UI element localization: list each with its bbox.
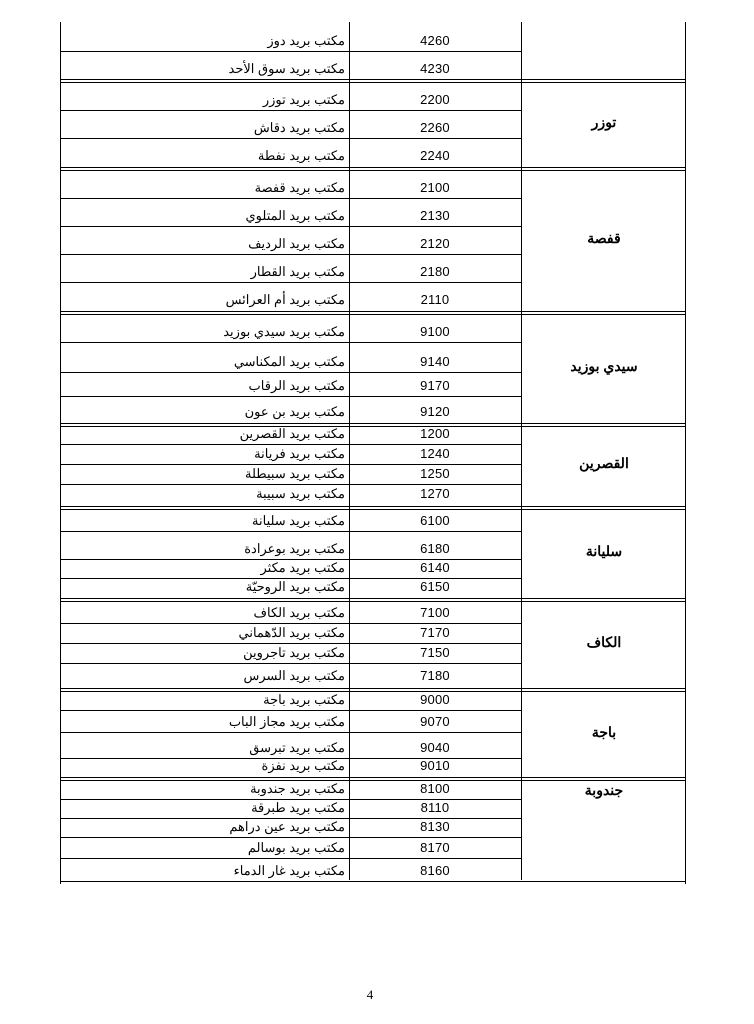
- office-name: مكتب بريد المكناسي: [233, 354, 345, 369]
- postal-code: 8130: [420, 819, 450, 834]
- region-label: سليانة: [585, 543, 623, 559]
- office-name: مكتب بريد المتلوي: [245, 208, 345, 223]
- row-divider: [60, 342, 521, 343]
- postal-code: 8160: [420, 863, 450, 878]
- postal-code: 9070: [420, 714, 450, 729]
- row-divider: [60, 138, 521, 139]
- office-name: مكتب بريد الكاف: [253, 605, 345, 620]
- office-name: مكتب بريد دقاش: [253, 120, 345, 135]
- postal-code: 9010: [420, 758, 450, 773]
- office-name: مكتب بريد القصرين: [239, 426, 345, 441]
- row-divider: [60, 858, 521, 859]
- row-divider: [60, 531, 521, 532]
- office-name: مكتب بريد طبرقة: [251, 800, 345, 815]
- office-name: مكتب بريد جندوبة: [250, 781, 345, 796]
- office-name: مكتب بريد الرديف: [248, 236, 345, 251]
- row-divider: [60, 663, 521, 664]
- office-name: مكتب بريد سليانة: [252, 513, 345, 528]
- region-label: القصرين: [579, 455, 629, 471]
- group-separator: [60, 167, 686, 171]
- office-name: مكتب بريد سبيبة: [256, 486, 345, 501]
- postal-code: 6140: [420, 560, 450, 575]
- page-number: 4: [366, 987, 374, 1002]
- region-label: سيدي بوزيد: [570, 358, 638, 374]
- office-name: مكتب بريد الرقاب: [248, 378, 345, 393]
- office-name: مكتب بريد الدّهماني: [238, 625, 345, 640]
- office-name: مكتب بريد باجة: [263, 692, 345, 707]
- office-name: مكتب بريد بن عون: [244, 404, 345, 419]
- office-name: مكتب بريد السرس: [243, 668, 345, 683]
- region-label: توزر: [591, 114, 617, 130]
- table-border-bottom: [60, 881, 686, 882]
- postal-code: 7170: [420, 625, 450, 640]
- postal-code: 7150: [420, 645, 450, 660]
- postal-code: 8170: [420, 840, 450, 855]
- office-name: مكتب بريد مكثر: [260, 560, 345, 575]
- postal-code: 6150: [420, 579, 450, 594]
- region-label: الكاف: [586, 633, 622, 650]
- office-name: مكتب بريد سيدي بوزيد: [223, 324, 345, 339]
- row-divider: [60, 254, 521, 255]
- postal-code: 1270: [420, 486, 450, 501]
- postal-code: 2180: [420, 264, 450, 279]
- office-name: مكتب بريد غار الدماء: [233, 863, 345, 878]
- postal-code: 2100: [420, 180, 450, 195]
- office-name: مكتب بريد قفصة: [254, 180, 345, 195]
- postal-code: 4230: [420, 61, 450, 76]
- postal-code: 7100: [420, 605, 450, 620]
- postal-code: 2200: [420, 92, 450, 107]
- postal-code: 2130: [420, 208, 450, 223]
- office-name: مكتب بريد تبرسق: [249, 740, 345, 755]
- row-divider: [60, 732, 521, 733]
- office-name: مكتب بريد عين دراهم: [229, 819, 345, 834]
- region-label: جندوبة: [584, 782, 624, 798]
- office-name: مكتب بريد سوق الأحد: [228, 61, 345, 76]
- office-name: مكتب بريد سبيطلة: [245, 466, 345, 481]
- office-name: مكتب بريد بوسالم: [247, 840, 345, 855]
- postal-code: 2240: [420, 148, 450, 163]
- postal-code: 1240: [420, 446, 450, 461]
- postal-code: 6180: [420, 541, 450, 556]
- office-name: مكتب بريد بوعرادة: [244, 541, 345, 556]
- row-divider: [60, 198, 521, 199]
- row-divider: [60, 710, 521, 711]
- postal-code: 9120: [420, 404, 450, 419]
- row-divider: [60, 282, 521, 283]
- office-name: مكتب بريد توزر: [262, 92, 345, 107]
- office-name: مكتب بريد القطار: [250, 264, 345, 279]
- office-name: مكتب بريد مجاز الباب: [228, 714, 345, 729]
- postal-code: 1250: [420, 466, 450, 481]
- postal-code: 9140: [420, 354, 450, 369]
- postal-code: 2120: [420, 236, 450, 251]
- postal-code: 6100: [420, 513, 450, 528]
- office-name: مكتب بريد فريانة: [254, 446, 345, 461]
- postal-code: 9170: [420, 378, 450, 393]
- office-name: مكتب بريد دوز: [267, 33, 345, 48]
- postal-code: 1200: [420, 426, 450, 441]
- column-divider-code-region: [521, 22, 522, 880]
- office-name: مكتب بريد نفزة: [261, 758, 345, 773]
- postal-code: 9000: [420, 692, 450, 707]
- row-divider: [60, 51, 521, 52]
- postal-code: 2110: [420, 292, 450, 307]
- postal-code: 2260: [420, 120, 450, 135]
- postal-code: 7180: [420, 668, 450, 683]
- row-divider: [60, 372, 521, 373]
- postal-offices-table: [60, 22, 686, 884]
- postal-code: 8110: [420, 800, 450, 815]
- postal-code: 9040: [420, 740, 450, 755]
- group-separator: [60, 598, 686, 602]
- office-name: مكتب بريد نفطة: [257, 148, 345, 163]
- group-separator: [60, 79, 686, 83]
- row-divider: [60, 226, 521, 227]
- row-divider: [60, 110, 521, 111]
- office-name: مكتب بريد أم العرائس: [225, 292, 345, 307]
- row-divider: [60, 837, 521, 838]
- group-separator: [60, 311, 686, 315]
- row-divider: [60, 396, 521, 397]
- postal-code: 4260: [420, 33, 450, 48]
- postal-code: 8100: [420, 781, 450, 796]
- postal-code: 9100: [420, 324, 450, 339]
- office-name: مكتب بريد تاجروين: [243, 645, 345, 660]
- table-border-right: [685, 22, 686, 884]
- group-separator: [60, 506, 686, 510]
- region-label: قفصة: [587, 230, 621, 246]
- office-name: مكتب بريد الروحيّة: [245, 579, 345, 594]
- region-label: باجة: [591, 723, 617, 740]
